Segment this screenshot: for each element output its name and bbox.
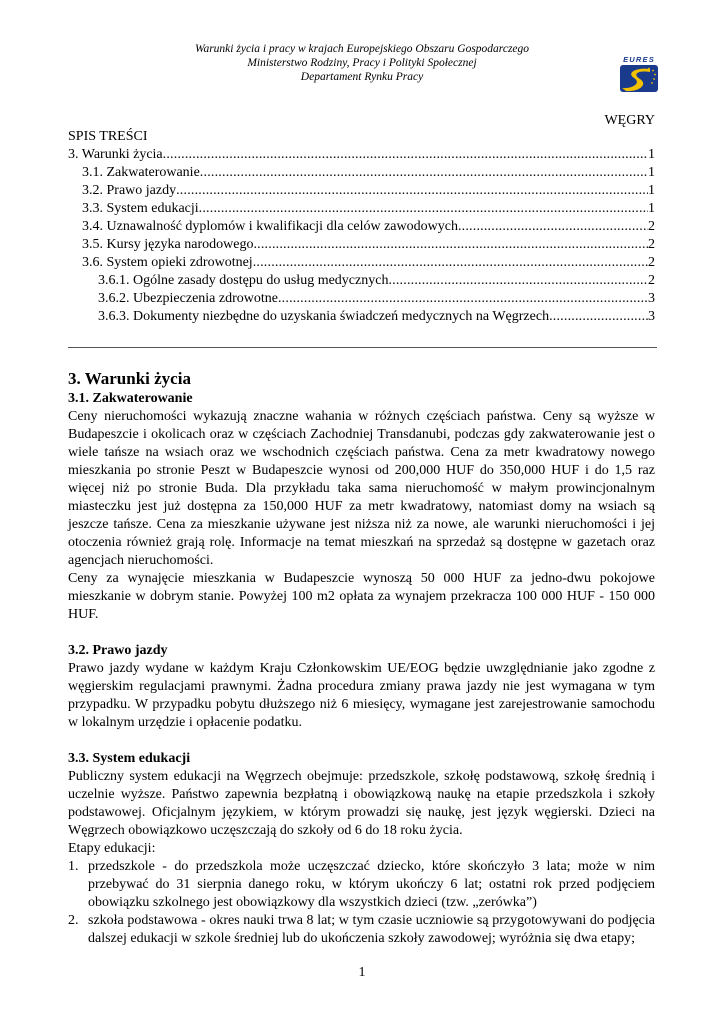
section-heading-education: 3.3. System edukacji <box>68 751 191 766</box>
country-label: WĘGRY <box>604 113 655 128</box>
page-number: 1 <box>358 965 366 980</box>
toc-entry-page: 1 <box>648 201 655 216</box>
toc-entry-label: 3.5. Kursy języka narodowego <box>82 237 254 252</box>
list-item <box>68 858 655 912</box>
list-item-text: szkoła podstawowa - okres nauki trwa 8 lat; w tym czasie uczniowie są przygotowywani do podjęcia dalszej edukacji w szkole średniej lub do ukończenia szkoły zawodowej; wyróżnia się dwa etapy; <box>88 913 655 946</box>
toc-entry-label: 3.4. Uznawalność dyplomów i kwalifikacji dla celów zawodowych <box>82 219 458 234</box>
toc-entry[interactable] <box>68 182 655 200</box>
toc-entry-label: 3.6.2. Ubezpieczenia zdrowotne <box>98 291 278 306</box>
section-heading-accommodation: 3.1. Zakwaterowanie <box>68 391 193 406</box>
toc-entry-label: 3.6. System opieki zdrowotnej <box>82 255 253 270</box>
toc-entry-page: 2 <box>648 219 655 234</box>
chapter-heading: 3. Warunki życia <box>68 369 191 388</box>
list-item-number: 2. <box>68 913 79 928</box>
header-line-2: Ministerstwo Rodziny, Pracy i Polityki Społecznej <box>247 57 477 69</box>
paragraph: Publiczny system edukacji na Węgrzech obejmuje: przedszkole, szkołę podstawową, szkołę średnią i uczelnie wyższe. Państwo zapewnia bezpłatną i obowiązkową naukę na etapie przedszkola i szkoły podstawowej. Oficjalnym językiem, w którym prowadzi się naukę, jest język węgierski. Dzieci na Węgrzech obowiązkowo uczęszczają do szkoły od 6 do 18 roku życia. <box>68 769 655 838</box>
list-item <box>68 912 655 948</box>
toc-entry-label: 3.6.3. Dokumenty niezbędne do uzyskania świadczeń medycznych na Węgrzech <box>98 309 550 324</box>
list-item-number: 1. <box>68 859 79 874</box>
toc-entry[interactable] <box>68 164 655 182</box>
toc-entry-label: 3.6.1. Ogólne zasady dostępu do usług medycznych <box>98 273 389 288</box>
toc-entry-page: 1 <box>648 147 655 162</box>
toc-entry-label: 3.2. Prawo jazdy <box>82 183 177 198</box>
toc-entry[interactable] <box>68 308 655 326</box>
toc-entry[interactable] <box>68 146 655 164</box>
toc-entry-page: 3 <box>648 291 655 306</box>
eures-logo-icon <box>616 55 662 93</box>
header-line-1: Warunki życia i pracy w krajach Europejskiego Obszaru Gospodarczego <box>194 43 530 55</box>
toc-entry-page: 2 <box>648 237 655 252</box>
toc-entry[interactable] <box>68 200 655 218</box>
toc-entry-page: 1 <box>648 165 655 180</box>
toc-entry-page: 2 <box>648 255 655 270</box>
section-heading-driving-license: 3.2. Prawo jazdy <box>68 643 168 658</box>
section-divider <box>68 347 657 348</box>
toc-entry[interactable] <box>68 272 655 290</box>
toc-entry[interactable] <box>68 254 655 272</box>
paragraph: Ceny nieruchomości wykazują znaczne wahania w różnych częściach państwa. Ceny są wyższe w Budapeszcie i okolicach oraz w częściach Zachodniej Transdanubi, podczas gdy zakwaterowanie jest o wiele tańsze na wsiach oraz we wschodnich częściach państwa. Cena za metr kwadratowy nowego mieszkania po stronie Peszt w Budapeszcie wynosi od 200,000 HUF do 350,000 HUF i do 1,5 raz więcej niż po stronie Buda. Dla przykładu taka sama nieruchomość w małym prowincjonalnym miasteczku jest już dostępna za 150,000 HUF za metr kwadratowy, natomiast domy na wsiach są jeszcze tańsze. Cena za mieszkanie używane jest niższa niż za nowe, ale warunki nieruchomości i jej otoczenia również grają rolę. Informacje na temat mieszkań na sprzedaż są dostępne w gazetach oraz agencjach nieruchomości. <box>68 409 655 568</box>
document-header <box>120 42 604 84</box>
eures-logo <box>616 55 662 93</box>
toc-title: SPIS TREŚCI <box>68 129 148 144</box>
paragraph: Prawo jazdy wydane w każdym Kraju Członkowskim UE/EOG będzie uwzględnianie jako zgodne z węgierskim regulacjami prawnymi. Żadna procedura zmiany prawa jazdy nie jest wymagana w tym przypadku. W przypadku pobytu dłuższego niż 6 miesięcy, wymagane jest zarejestrowanie samochodu w lokalnym urzędzie i opłacenie podatku. <box>68 661 655 730</box>
table-of-contents <box>68 128 655 326</box>
toc-entry-label: 3.1. Zakwaterowanie <box>82 165 200 180</box>
toc-entry[interactable] <box>68 236 655 254</box>
toc-entry-page: 2 <box>648 273 655 288</box>
toc-entry-label: 3.3. System edukacji <box>82 201 199 216</box>
paragraph: Ceny za wynajęcie mieszkania w Budapeszcie wynoszą 50 000 HUF za jedno-dwu pokojowe mieszkanie w dobrym stanie. Powyżej 100 m2 opłata za wynajem przekracza 100 000 HUF - 150 000 HUF. <box>68 571 655 622</box>
list-item-text: przedszkole - do przedszkola może uczęszczać dziecko, które skończyło 3 lata; może w nim przebywać do 31 sierpnia danego roku, w którym ukończy 6 lat; ostatni rok przed podjęciem obowiązku szkolnego jest obowiązkowy dla wszystkich dzieci (tzw. „zerówka”) <box>88 859 655 910</box>
toc-entry[interactable] <box>68 218 655 236</box>
toc-entry-page: 3 <box>648 309 655 324</box>
toc-entry-label: 3. Warunki życia <box>68 147 163 162</box>
toc-entry[interactable] <box>68 290 655 308</box>
paragraph: Etapy edukacji: <box>68 841 156 856</box>
eures-logo-text: EURES <box>623 55 655 64</box>
header-line-3: Departament Rynku Pracy <box>300 71 424 83</box>
document-body <box>68 368 655 948</box>
toc-entry-page: 1 <box>648 183 655 198</box>
